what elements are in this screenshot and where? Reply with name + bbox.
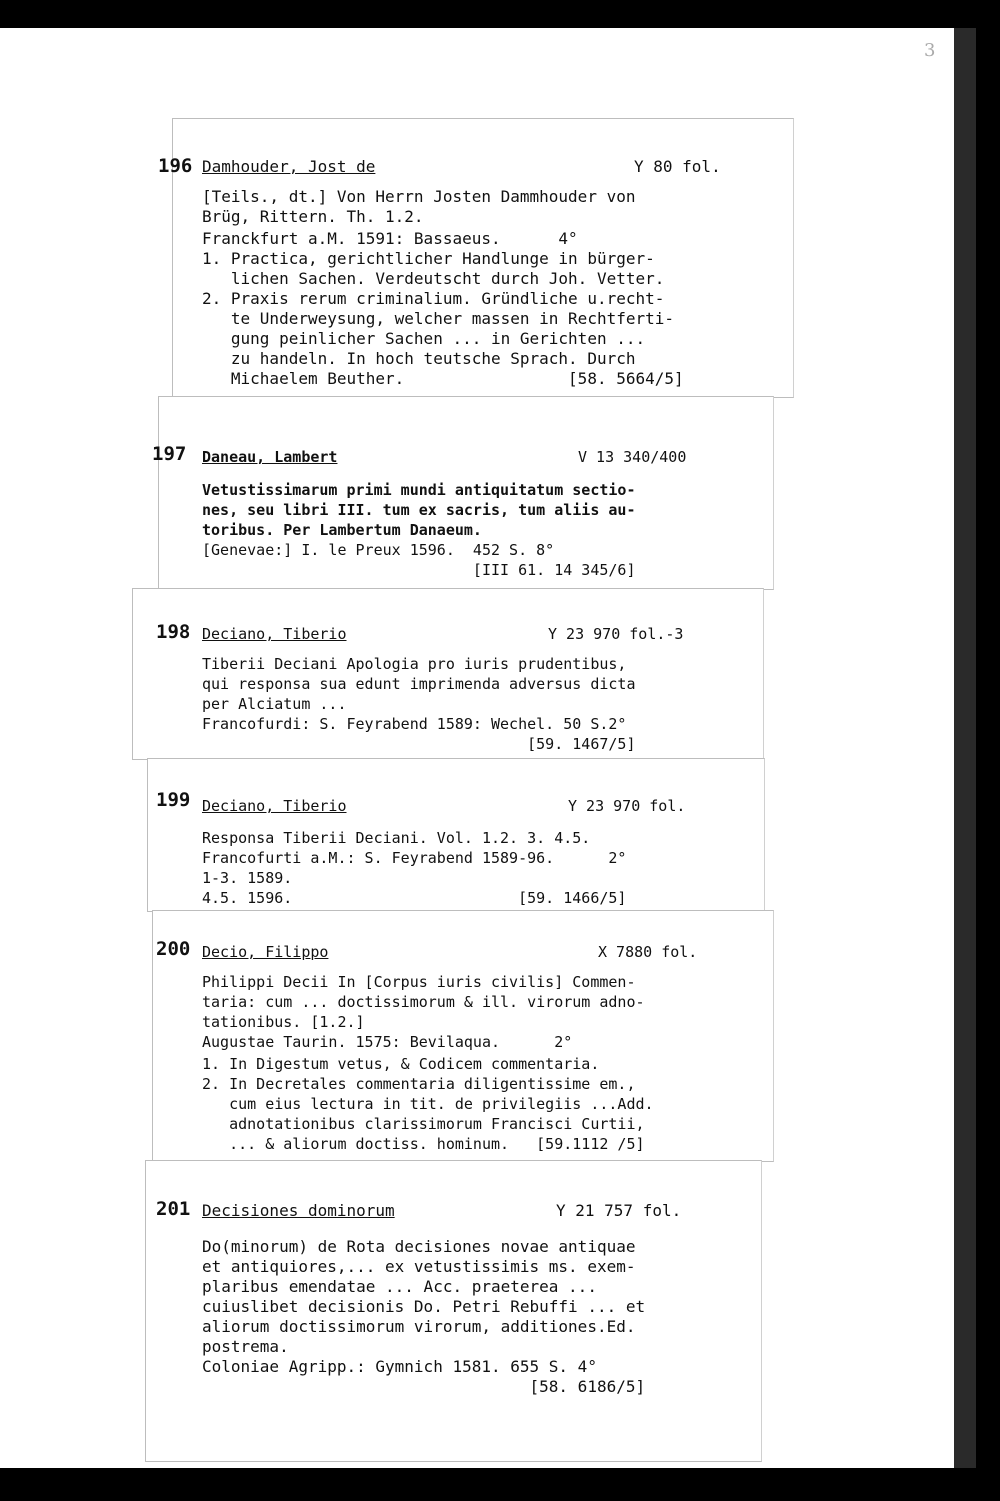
shelf-signature: Y 23 970 fol. bbox=[568, 797, 686, 815]
shelf-signature: Y 80 fol. bbox=[634, 157, 721, 176]
text-line: zu handeln. In hoch teutsche Sprach. Durch bbox=[202, 349, 636, 368]
text-line: postrema. bbox=[202, 1337, 289, 1356]
text-line: 1. In Digestum vetus, & Codicem commentaria. bbox=[202, 1055, 600, 1073]
text-line: Michaelem Beuther. [58. 5664/5] bbox=[202, 369, 684, 388]
author-heading: Decisiones dominorum bbox=[202, 1201, 395, 1220]
text-line: taria: cum ... doctissimorum & ill. virorum adno- bbox=[202, 993, 645, 1011]
shelf-signature: Y 21 757 fol. bbox=[556, 1201, 682, 1220]
text-line: te Underweysung, welcher massen in Rechtferti- bbox=[202, 309, 675, 328]
text-line: Franckfurt a.M. 1591: Bassaeus. 4° bbox=[202, 229, 578, 248]
text-line: Brüg, Rittern. Th. 1.2. bbox=[202, 207, 424, 226]
entry-number: 200 bbox=[156, 938, 191, 960]
text-line: tationibus. [1.2.] bbox=[202, 1013, 365, 1031]
page-edge bbox=[954, 28, 976, 1468]
text-line: [59. 1467/5] bbox=[202, 735, 636, 753]
text-line: gung peinlicher Sachen ... in Gerichten ... bbox=[202, 329, 646, 348]
text-line: cuiuslibet decisionis Do. Petri Rebuffi ... et bbox=[202, 1297, 646, 1316]
entry-number: 198 bbox=[156, 621, 191, 643]
scan-border-right bbox=[976, 28, 1000, 1501]
text-line: plaribus emendatae ... Acc. praeterea ... bbox=[202, 1277, 597, 1296]
text-line: [Teils., dt.] Von Herrn Josten Dammhouder von bbox=[202, 187, 636, 206]
author-heading: Daneau, Lambert bbox=[202, 448, 338, 466]
entry-number: 197 bbox=[152, 443, 187, 465]
text-line: [Genevae:] I. le Preux 1596. 452 S. 8° bbox=[202, 541, 555, 559]
text-line: Augustae Taurin. 1575: Bevilaqua. 2° bbox=[202, 1033, 573, 1051]
text-line: Coloniae Agripp.: Gymnich 1581. 655 S. 4° bbox=[202, 1357, 597, 1376]
text-line: per Alciatum ... bbox=[202, 695, 347, 713]
author-heading: Damhouder, Jost de bbox=[202, 157, 376, 176]
entry-number: 196 bbox=[158, 155, 193, 177]
author-heading: Deciano, Tiberio bbox=[202, 625, 347, 643]
text-line: [III 61. 14 345/6] bbox=[202, 561, 636, 579]
text-line: Vetustissimarum primi mundi antiquitatum sectio- bbox=[202, 481, 636, 499]
text-line: 4.5. 1596. [59. 1466/5] bbox=[202, 889, 627, 907]
text-line: 2. In Decretales commentaria diligentissime em., bbox=[202, 1075, 636, 1093]
text-line: aliorum doctissimorum virorum, additiones.Ed. bbox=[202, 1317, 636, 1336]
text-line: Do(minorum) de Rota decisiones novae antiquae bbox=[202, 1237, 636, 1256]
entry-number: 201 bbox=[156, 1198, 191, 1220]
text-line: qui responsa sua edunt imprimenda adversus dicta bbox=[202, 675, 636, 693]
text-line: toribus. Per Lambertum Danaeum. bbox=[202, 521, 482, 539]
text-line: Tiberii Deciani Apologia pro iuris prudentibus, bbox=[202, 655, 627, 673]
author-heading: Deciano, Tiberio bbox=[202, 797, 347, 815]
text-line: adnotationibus clarissimorum Francisci Curtii, bbox=[202, 1115, 645, 1133]
text-line: et antiquiores,... ex vetustissimis ms. exem- bbox=[202, 1257, 636, 1276]
text-line: nes, seu libri III. tum ex sacris, tum aliis au- bbox=[202, 501, 636, 519]
shelf-signature: X 7880 fol. bbox=[598, 943, 698, 961]
text-line: lichen Sachen. Verdeutscht durch Joh. Vetter. bbox=[202, 269, 665, 288]
text-line: [58. 6186/5] bbox=[202, 1377, 646, 1396]
text-line: cum eius lectura in tit. de privilegiis ...Add. bbox=[202, 1095, 654, 1113]
shelf-signature: Y 23 970 fol.-3 bbox=[548, 625, 684, 643]
entry-number: 199 bbox=[156, 789, 191, 811]
text-line: 1. Practica, gerichtlicher Handlunge in bürger- bbox=[202, 249, 655, 268]
corner-mark: 3 bbox=[924, 40, 936, 61]
text-line: ... & aliorum doctiss. hominum. [59.1112 /5] bbox=[202, 1135, 645, 1153]
text-line: Francofurdi: S. Feyrabend 1589: Wechel. 50 S.2° bbox=[202, 715, 627, 733]
text-line: Francofurti a.M.: S. Feyrabend 1589-96. 2° bbox=[202, 849, 627, 867]
text-line: 2. Praxis rerum criminalium. Gründliche u.recht- bbox=[202, 289, 665, 308]
text-line: Responsa Tiberii Deciani. Vol. 1.2. 3. 4.5. bbox=[202, 829, 591, 847]
shelf-signature: V 13 340/400 bbox=[578, 448, 687, 466]
author-heading: Decio, Filippo bbox=[202, 943, 329, 961]
text-line: Philippi Decii In [Corpus iuris civilis] Commen- bbox=[202, 973, 636, 991]
scan-border-bottom bbox=[0, 1468, 1000, 1501]
text-line: 1-3. 1589. bbox=[202, 869, 293, 887]
